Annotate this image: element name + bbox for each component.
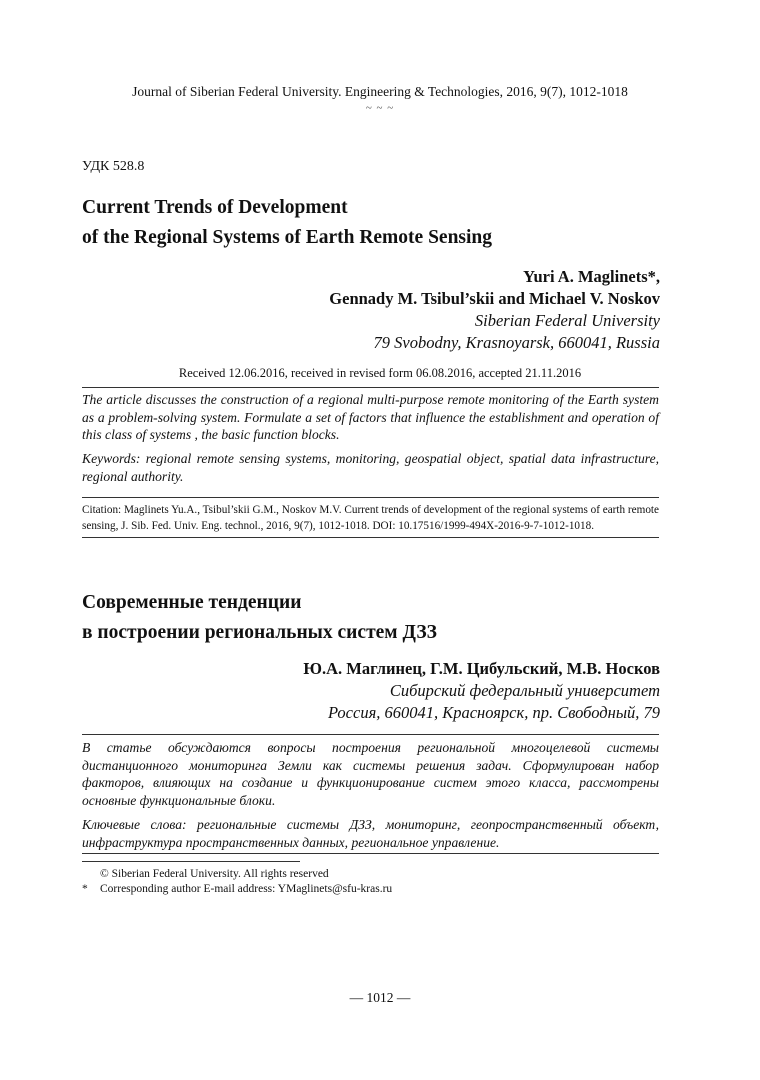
- russian-abstract: В статье обсуждаются вопросы построения региональной многоцелевой системы дистанционного мониторинга Земли как системы решения задач. Сформулирован набор факторов, влияющих на создание и функционирование систем этого класса, рассмотрены основные функциональные блоки.: [82, 740, 659, 808]
- english-title-line-1: Current Trends of Development: [82, 197, 348, 218]
- english-title: [82, 193, 492, 253]
- english-address: 79 Svobodny, Krasnoyarsk, 660041, Russia: [373, 333, 660, 352]
- header-ornament: ~ ~ ~: [365, 102, 395, 114]
- divider: [82, 497, 659, 498]
- russian-title-line-1: Современные тенденции: [82, 592, 302, 613]
- corresponding-author-note: Corresponding author E-mail address: YMaglinets@sfu-kras.ru: [100, 883, 393, 895]
- russian-address: Россия, 660041, Красноярск, пр. Свободный, 79: [327, 703, 660, 722]
- russian-title: [82, 588, 437, 648]
- english-authors-line-2: Gennady M. Tsibul’skii and Michael V. Noskov: [329, 289, 660, 308]
- corresponding-mark: *: [82, 883, 88, 895]
- divider: [82, 537, 659, 538]
- footnote-rule: [82, 861, 300, 862]
- russian-title-line-2: в построении региональных систем ДЗЗ: [82, 622, 437, 643]
- divider: [82, 387, 659, 388]
- russian-authors: Ю.А. Маглинец, Г.М. Цибульский, М.В. Носков: [303, 659, 660, 678]
- journal-header: Journal of Siberian Federal University. Engineering & Technologies, 2016, 9(7), 1012-1018: [132, 84, 628, 99]
- english-abstract: The article discusses the construction of a regional multi-purpose remote monitoring of the Earth system as a problem-solving system. Formulate a set of factors that influence the establishment and operation of this class of systems , the basic function blocks.: [82, 392, 659, 442]
- page-number: — 1012 —: [349, 990, 411, 1005]
- english-author-block: [329, 266, 660, 354]
- udk-code: УДК 528.8: [82, 159, 145, 174]
- english-keywords: Keywords: regional remote sensing systems, monitoring, geospatial object, spatial data infrastructure, regional authority.: [82, 451, 659, 484]
- copyright-note: © Siberian Federal University. All rights reserved: [100, 868, 329, 880]
- citation: Citation: Maglinets Yu.A., Tsibul’skii G.M., Noskov M.V. Current trends of development of the regional systems of earth remote sensing, J. Sib. Fed. Univ. Eng. technol., 2016, 9(7), 1012-1018. DOI: 10.17516/1999-494X-2016-9-7-1012-1018.: [82, 504, 659, 532]
- russian-keywords: Ключевые слова: региональные системы ДЗЗ, мониторинг, геопространственный объект, инфраструктура пространственных данных, региональное управление.: [82, 817, 659, 850]
- divider: [82, 853, 659, 854]
- divider: [82, 734, 659, 735]
- english-authors-line-1: Yuri A. Maglinets*,: [523, 267, 660, 286]
- received-dates: Received 12.06.2016, received in revised form 06.08.2016, accepted 21.11.2016: [178, 366, 582, 380]
- russian-author-block: [303, 658, 660, 724]
- russian-affiliation: Сибирский федеральный университет: [389, 681, 660, 700]
- english-title-line-2: of the Regional Systems of Earth Remote Sensing: [82, 227, 493, 248]
- english-affiliation: Siberian Federal University: [474, 311, 660, 330]
